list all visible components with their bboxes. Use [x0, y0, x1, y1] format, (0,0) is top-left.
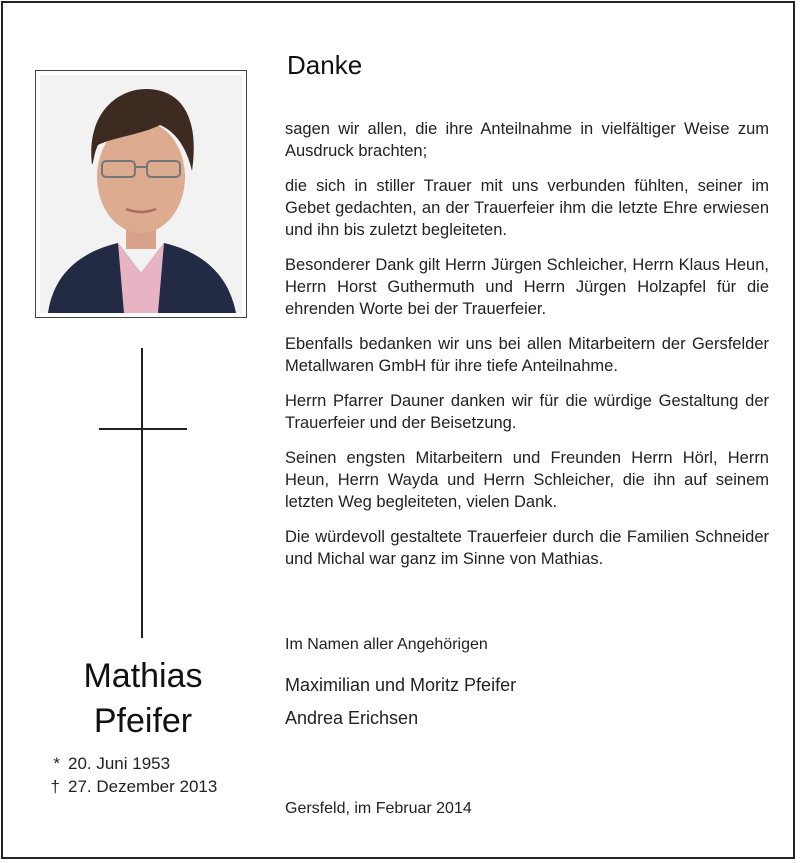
birth-symbol: *: [53, 754, 60, 773]
paragraph: Besonderer Dank gilt Herrn Jürgen Schleicher, Herrn Klaus Heun, Herrn Horst Guthermuth und Herrn Jürgen Holzapfel für die ehrenden Worte bei der Trauerfeier.: [285, 256, 769, 318]
heading: Danke: [287, 50, 363, 80]
signature-intro: Im Namen aller Angehörigen: [285, 636, 488, 653]
death-date: 27. Dezember 2013: [68, 777, 218, 796]
signature-name: Andrea Erichsen: [285, 708, 419, 728]
thanks-text: [285, 118, 769, 583]
death-symbol: †: [50, 777, 60, 796]
death-row: [40, 775, 260, 798]
paragraph: Die würdevoll gestaltete Trauerfeier durch die Familien Schneider und Michal war ganz im Sinne von Mathias.: [285, 528, 769, 568]
paragraph: Seinen engsten Mitarbeitern und Freunden Herrn Hörl, Herrn Heun, Herrn Wayda und Herrn Schleicher, die ihn auf seinem letzten Weg begleiteten, vielen Dank.: [285, 449, 769, 511]
signature-name: Maximilian und Moritz Pfeifer: [285, 675, 517, 695]
deceased-last-name: Pfeifer: [93, 702, 193, 740]
deceased-first-name: Mathias: [83, 657, 203, 695]
paragraph: Ebenfalls bedanken wir uns bei allen Mitarbeitern der Gersfelder Metallwaren GmbH für ihre tiefe Anteilnahme.: [285, 335, 769, 375]
paragraph: sagen wir allen, die ihre Anteilnahme in vielfältiger Weise zum Ausdruck brachten;: [285, 120, 769, 160]
birth-date: 20. Juni 1953: [68, 754, 171, 773]
latin-cross-icon: [99, 348, 187, 638]
portrait-photo: [35, 70, 247, 318]
paragraph: Herrn Pfarrer Dauner danken wir für die würdige Gestaltung der Trauerfeier und der Beisetzung.: [285, 392, 769, 432]
paragraph: die sich in stiller Trauer mit uns verbunden fühlten, seiner im Gebet gedachten, an der Trauerfeier ihm die letzte Ehre erwiesen und ihn bis zuletzt begleiteten.: [285, 177, 769, 239]
portrait-image: [40, 75, 242, 313]
birth-row: [40, 752, 260, 775]
place-date: Gersfeld, im Februar 2014: [285, 800, 472, 817]
